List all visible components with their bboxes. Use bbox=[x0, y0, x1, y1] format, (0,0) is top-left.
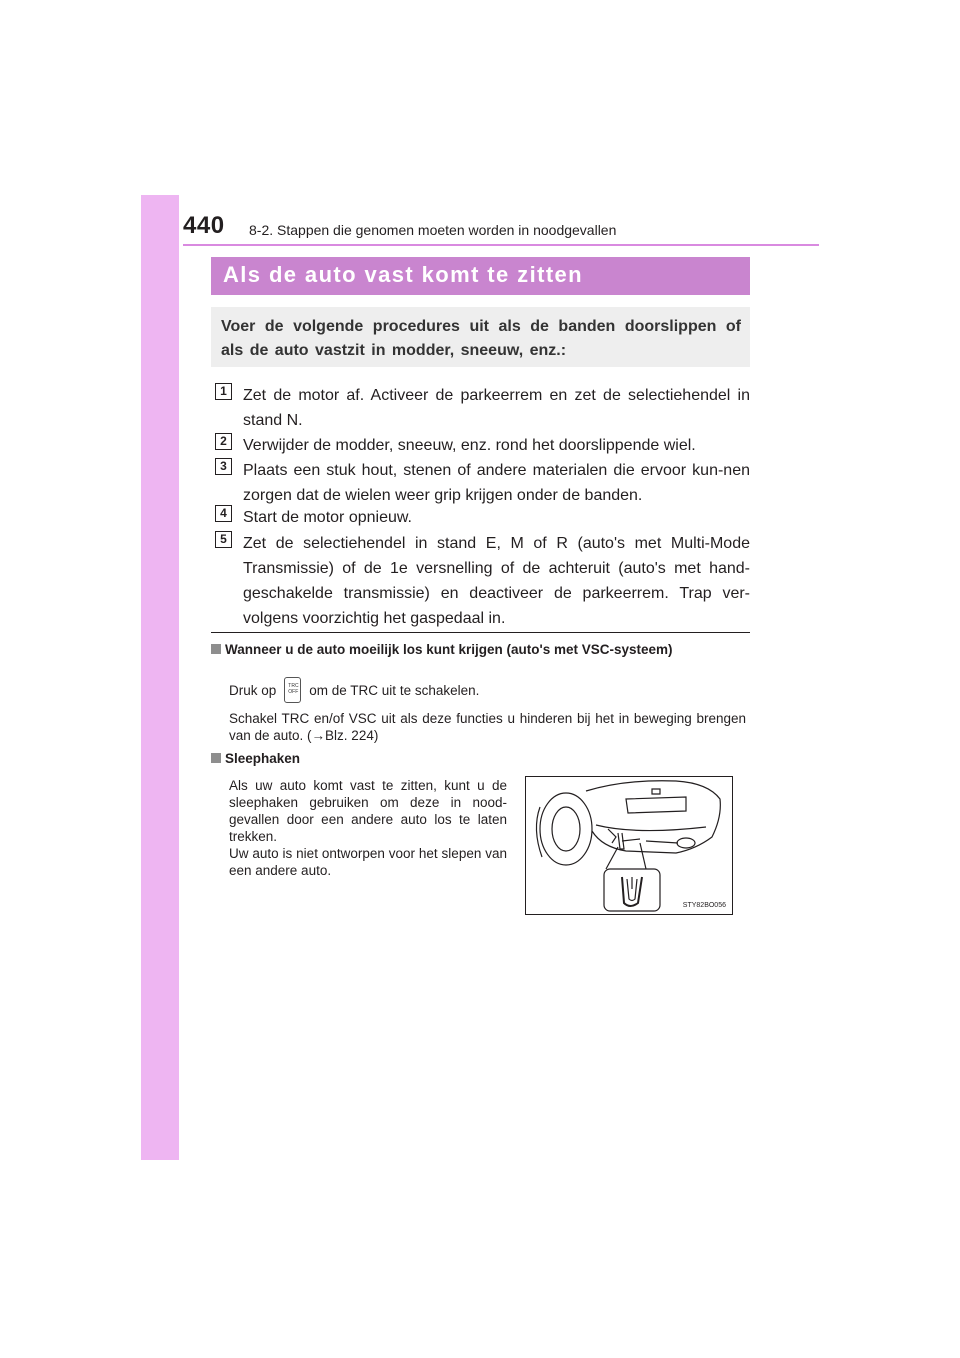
intro-box bbox=[211, 307, 750, 367]
note-heading-tow bbox=[211, 751, 300, 766]
step-number: 1 bbox=[215, 383, 232, 400]
section-banner bbox=[211, 257, 750, 295]
vehicle-rear-tow-hook-drawing bbox=[526, 777, 733, 915]
note-tow-text bbox=[229, 777, 507, 879]
step-text: Start de motor opnieuw. bbox=[243, 509, 412, 526]
figure-code: STY82BO056 bbox=[682, 902, 726, 909]
step-item bbox=[215, 505, 750, 530]
step-item bbox=[215, 458, 750, 508]
section-divider bbox=[211, 632, 750, 633]
tow-text-1: Als uw auto komt vast te zitten, kunt u de sleephaken gebruiken om deze in nood-gevallen door een andere auto los te laten trekken. bbox=[229, 778, 507, 844]
chapter-title: 8-2. Stappen die genomen moeten worden in noodgevallen bbox=[249, 222, 617, 238]
note-trc-detail: Schakel TRC en/of VSC uit als deze functies u hinderen bij het in beweging brengen van de auto. (→Blz. 224) bbox=[229, 711, 746, 743]
press-after-text: om de TRC uit te schakelen. bbox=[309, 683, 480, 698]
step-text: Zet de motor af. Activeer de parkeerrem en zet de selectiehendel in stand N. bbox=[243, 387, 750, 429]
step-number: 4 bbox=[215, 505, 232, 522]
step-text: Zet de selectiehendel in stand E, M of R (auto's met Multi-Mode Transmissie) of de 1e versnelling of de achteruit (auto's met hand-geschakelde transmissie) en deactiveer de parkeerrem. Trap ver-volgens voorzichtig het gaspedaal in. bbox=[243, 535, 750, 627]
note-heading-trc bbox=[211, 642, 673, 657]
step-number: 5 bbox=[215, 531, 232, 548]
page-header bbox=[183, 212, 819, 250]
square-bullet-icon bbox=[211, 753, 221, 763]
chapter-side-tab bbox=[141, 195, 179, 1160]
tow-text-2: Uw auto is niet ontworpen voor het slepen van een andere auto. bbox=[229, 846, 507, 878]
trc-off-switch-label: TRC OFF bbox=[288, 683, 299, 695]
step-text: Verwijder de modder, sneeuw, enz. rond het doorslippende wiel. bbox=[243, 437, 696, 454]
note-trc-press bbox=[229, 677, 746, 703]
square-bullet-icon bbox=[211, 644, 221, 654]
press-before-text: Druk op bbox=[229, 683, 277, 698]
trc-off-switch-icon bbox=[284, 677, 301, 703]
step-item bbox=[215, 433, 750, 458]
header-rule bbox=[183, 244, 819, 246]
step-text: Plaats een stuk hout, stenen of andere materialen die ervoor kun-nen zorgen dat de wielen weer grip krijgen onder de banden. bbox=[243, 462, 750, 504]
note-heading-text: Sleephaken bbox=[225, 751, 301, 766]
section-title: Als de auto vast komt te zitten bbox=[223, 262, 584, 287]
intro-text: Voer de volgende procedures uit als de banden doorslippen of als de auto vastzit in modder, sneeuw, enz.: bbox=[221, 318, 741, 359]
step-number: 3 bbox=[215, 458, 232, 475]
step-number: 2 bbox=[215, 433, 232, 450]
tow-hook-illustration bbox=[525, 776, 733, 915]
step-item bbox=[215, 383, 750, 433]
step-item bbox=[215, 531, 750, 631]
note-heading-text: Wanneer u de auto moeilijk los kunt krijgen (auto's met VSC-systeem) bbox=[225, 642, 673, 657]
page-number: 440 bbox=[183, 212, 225, 239]
